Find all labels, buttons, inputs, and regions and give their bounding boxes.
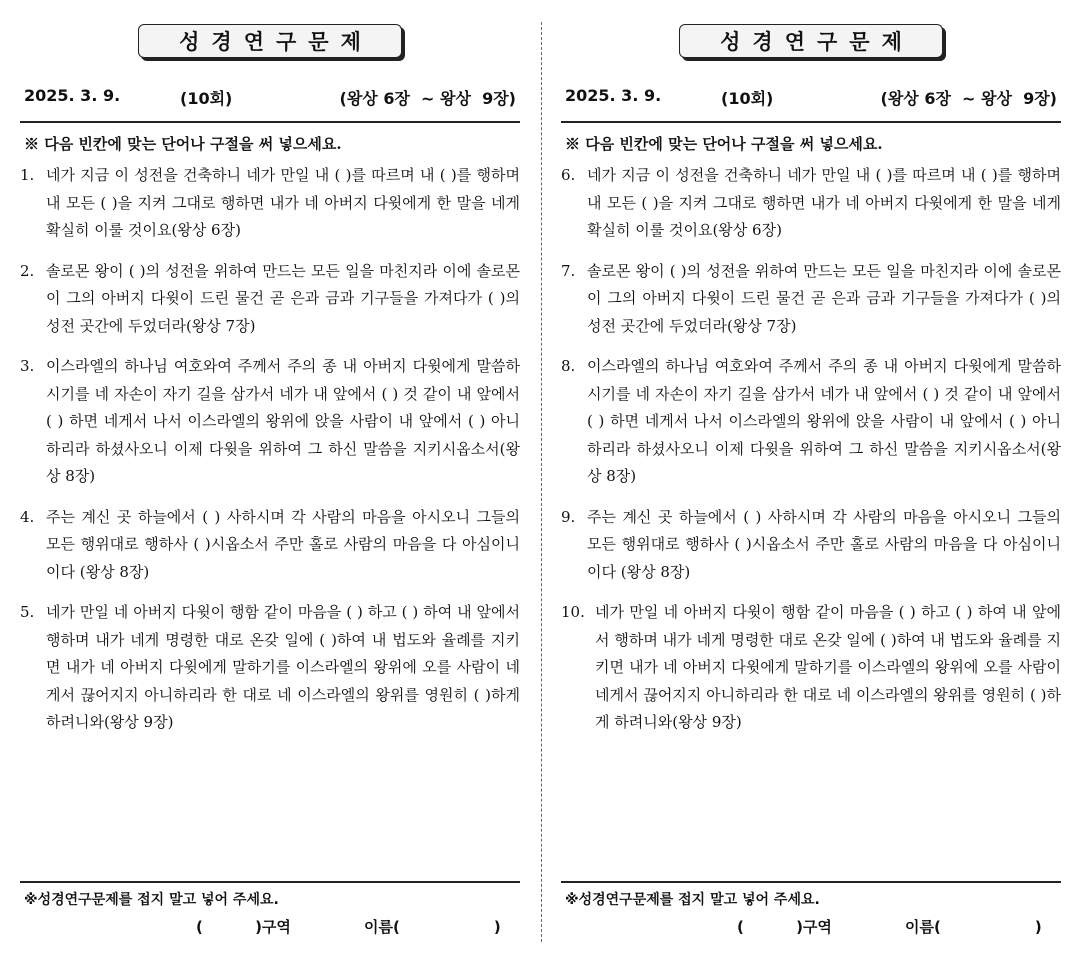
question-item	[561, 599, 1061, 737]
question-item	[561, 162, 1061, 245]
question-text: 주는 계신 곳 하늘에서 ( ) 사하시며 각 사람의 마음을 아시오니 그들의 모든 행위대로 행하사 ( )시옵소서 주만 홀로 사람의 마음을 다 아심이니이다 (왕상 8장)	[46, 507, 520, 581]
district-field: ( )구역	[196, 918, 291, 936]
question-number: 10.	[561, 603, 585, 621]
question-number: 4.	[20, 507, 35, 526]
name-field: 이름( )	[364, 918, 501, 936]
question-item	[20, 258, 520, 341]
top-divider	[20, 121, 520, 123]
worksheet-meta	[565, 86, 1057, 110]
footer-fields	[561, 916, 1061, 938]
bottom-divider	[20, 881, 520, 883]
question-item	[561, 504, 1061, 587]
name-field: 이름( )	[905, 918, 1042, 936]
question-item	[20, 504, 520, 587]
session-label: (10회)	[180, 89, 233, 108]
question-item	[20, 599, 520, 737]
footer-note: ※성경연구문제를 접지 말고 넣어 주세요.	[565, 892, 820, 908]
question-text: 네가 만일 네 아버지 다윗이 행함 같이 마음을 ( ) 하고 ( ) 하여 내 앞에서 행하며 내가 네게 명령한 대로 온갖 일에 ( )하여 내 법도와 율례를 지키면 내가 네 아버지 다윗에게 말하기를 이스라엘의 왕위에 오를 사람이 네게서 끊어지지 아니하리라 한 대로 네 이스라엘의 왕위를 영원히 ( )하게 하려니와(왕상 9장)	[595, 603, 1061, 731]
bottom-divider	[561, 881, 1061, 883]
worksheet-right	[561, 0, 1061, 973]
question-number: 9.	[561, 507, 576, 526]
instruction-text: ※ 다음 빈칸에 맞는 단어나 구절을 써 넣으세요.	[24, 135, 342, 153]
instruction-text: ※ 다음 빈칸에 맞는 단어나 구절을 써 넣으세요.	[565, 135, 883, 153]
scripture-range-label: (왕상 6장 ~ 왕상 9장)	[880, 89, 1057, 108]
question-number: 5.	[20, 603, 35, 621]
question-text: 주는 계신 곳 하늘에서 ( ) 사하시며 각 사람의 마음을 아시오니 그들의 모든 행위대로 행하사 ( )시옵소서 주만 홀로 사람의 마음을 다 아심이니이다 (왕상 8장)	[587, 507, 1061, 581]
date-label: 2025. 3. 9.	[565, 86, 662, 105]
top-divider	[561, 121, 1061, 123]
question-number: 2.	[20, 261, 35, 280]
question-list	[20, 162, 520, 750]
question-text: 네가 지금 이 성전을 건축하니 네가 만일 내 ( )를 따르며 내 ( )를 행하며 내 모든 ( )을 지켜 그대로 행하면 내가 네 아버지 다윗에게 한 말을 네게 확실히 이룰 것이요(왕상 6장)	[587, 166, 1061, 239]
question-text: 네가 지금 이 성전을 건축하니 네가 만일 내 ( )를 따르며 내 ( )를 행하며 내 모든 ( )을 지켜 그대로 행하면 내가 네 아버지 다윗에게 한 말을 네게 확실히 이룰 것이요(왕상 6장)	[46, 166, 520, 239]
footer-note: ※성경연구문제를 접지 말고 넣어 주세요.	[24, 892, 279, 908]
scripture-range-label: (왕상 6장 ~ 왕상 9장)	[339, 89, 516, 108]
footer-fields	[20, 916, 520, 938]
question-item	[561, 258, 1061, 341]
question-number: 1.	[20, 166, 35, 184]
question-number: 7.	[561, 261, 576, 280]
date-label: 2025. 3. 9.	[24, 86, 121, 105]
worksheet-title: 성경연구문제	[679, 24, 943, 58]
worksheet-left	[20, 0, 520, 973]
district-field: ( )구역	[737, 918, 832, 936]
question-item	[20, 162, 520, 245]
question-number: 6.	[561, 166, 576, 184]
session-label: (10회)	[721, 89, 774, 108]
question-item	[20, 353, 520, 491]
question-list	[561, 162, 1061, 750]
cut-line	[541, 22, 542, 942]
worksheet-meta	[24, 86, 516, 110]
question-text: 솔로몬 왕이 ( )의 성전을 위하여 만드는 모든 일을 마친지라 이에 솔로몬이 그의 아버지 다윗이 드린 물건 곧 은과 금과 기구들을 가져다가 ( )의 성전 곳간에 두었더라(왕상 7장)	[587, 261, 1061, 335]
question-text: 솔로몬 왕이 ( )의 성전을 위하여 만드는 모든 일을 마친지라 이에 솔로몬이 그의 아버지 다윗이 드린 물건 곧 은과 금과 기구들을 가져다가 ( )의 성전 곳간에 두었더라(왕상 7장)	[46, 261, 520, 335]
question-item	[561, 353, 1061, 491]
question-text: 네가 만일 네 아버지 다윗이 행함 같이 마음을 ( ) 하고 ( ) 하여 내 앞에서 행하며 내가 네게 명령한 대로 온갖 일에 ( )하여 내 법도와 율례를 지키면 내가 네 아버지 다윗에게 말하기를 이스라엘의 왕위에 오를 사람이 네게서 끊어지지 아니하리라 한 대로 네 이스라엘의 왕위를 영원히 ( )하게 하려니와(왕상 9장)	[46, 603, 520, 731]
question-text: 이스라엘의 하나님 여호와여 주께서 주의 종 내 아버지 다윗에게 말씀하시기를 네 자손이 자기 길을 삼가서 네가 내 앞에서 ( ) 것 같이 내 앞에서 ( ) 하면 네게서 나서 이스라엘의 왕위에 앉을 사람이 내 앞에서 ( ) 아니하리라 하셨사오니 이제 다윗을 위하여 그 하신 말씀을 지키시옵소서(왕상 8장)	[587, 357, 1061, 485]
question-number: 3.	[20, 357, 35, 375]
worksheet-title: 성경연구문제	[138, 24, 402, 58]
question-number: 8.	[561, 357, 576, 375]
question-text: 이스라엘의 하나님 여호와여 주께서 주의 종 내 아버지 다윗에게 말씀하시기를 네 자손이 자기 길을 삼가서 네가 내 앞에서 ( ) 것 같이 내 앞에서 ( ) 하면 네게서 나서 이스라엘의 왕위에 앉을 사람이 내 앞에서 ( ) 아니하리라 하셨사오니 이제 다윗을 위하여 그 하신 말씀을 지키시옵소서(왕상 8장)	[46, 357, 520, 485]
